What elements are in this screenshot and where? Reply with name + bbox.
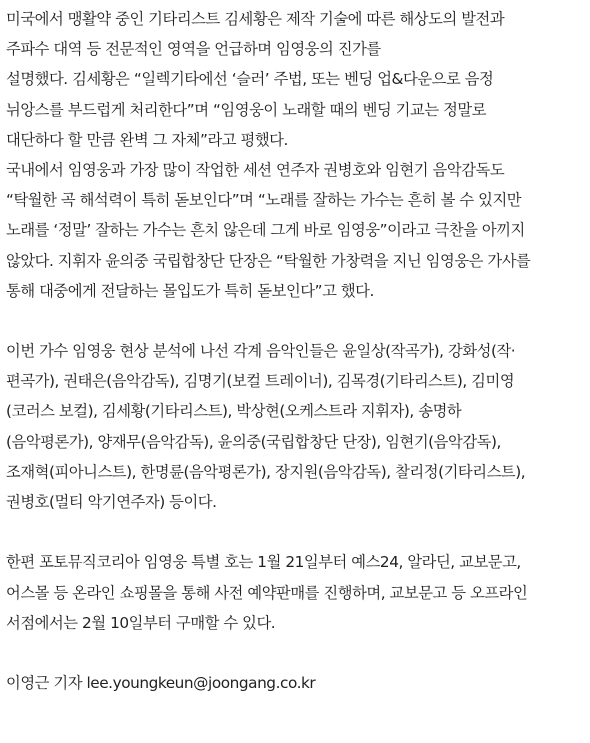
article-body [6,4,586,698]
paragraph-spacer [6,638,586,668]
paragraph-line: 대단하다 할 만큼 완벽 그 자체”라고 평했다. [6,130,288,149]
paragraph-line: 이번 가수 임영웅 현상 분석에 나선 각계 음악인들은 윤일상(작곡가), 강화성(작· [6,342,516,361]
paragraph-line: 국내에서 임영웅과 가장 많이 작업한 세션 연주자 권병호와 임현기 음악감독도 [6,160,505,179]
byline: 이영근 기자 lee.youngkeun@joongang.co.kr [6,674,316,693]
paragraph-line: 어스몰 등 온라인 쇼핑몰을 통해 사전 예약판매를 진행하며, 교보문고 등 오프라인 [6,583,528,602]
paragraph-line: 미국에서 맹활약 중인 기타리스트 김세황은 제작 기술에 따른 해상도의 발전과 [6,10,505,28]
article-paragraph [6,4,586,155]
paragraph-line: 설명했다. 김세황은 “일렉기타에선 ‘슬러’ 주법, 또는 벤딩 업&다운으로 음정 [6,70,494,89]
paragraph-line: 조재혁(피아니스트), 한명륜(음악평론가), 장지원(음악감독), 찰리정(기타리스트), [6,462,526,481]
paragraph-line: 편곡가), 권태은(음악감독), 김명기(보컬 트레이너), 김목경(기타리스트), 김미영 [6,372,515,391]
paragraph-line: 노래를 ‘정말’ 잘하는 가수는 흔치 않은데 그게 바로 임영웅”이라고 극찬을 아끼지 [6,221,525,240]
paragraph-line: 서점에서는 2월 10일부터 구매할 수 있다. [6,613,276,632]
paragraph-line: 주파수 대역 등 전문적인 영역을 언급하며 임영웅의 진가를 [6,40,381,59]
article-paragraph [6,336,586,517]
paragraph-line: (코러스 보컬), 김세황(기타리스트), 박상현(오케스트라 지휘자), 송명하 [6,402,462,421]
paragraph-spacer [6,306,586,336]
paragraph-line: 권병호(멀티 악기연주자) 등이다. [6,493,217,511]
paragraph-line: “탁월한 곡 해석력이 특히 돋보인다”며 “노래를 잘하는 가수는 흔히 볼 수 있지만 [6,191,522,210]
paragraph-line: 통해 대중에게 전달하는 몰입도가 특히 돋보인다”고 했다. [6,281,374,300]
paragraph-line: 한편 포토뮤직코리아 임영웅 특별 호는 1월 21일부터 예스24, 알라딘, 교보문고, [6,553,521,572]
paragraph-line: 않았다. 지휘자 윤의중 국립합창단 단장은 “탁월한 가창력을 지닌 임영웅은 가사를 [6,251,531,270]
paragraph-line: (음악평론가), 양재무(음악감독), 윤의중(국립합창단 단장), 임현기(음악감독), [6,432,501,451]
article-paragraph [6,155,586,306]
paragraph-spacer [6,517,586,547]
article-paragraph [6,547,586,638]
paragraph-line: 뉘앙스를 부드럽게 처리한다”며 “임영웅이 노래할 때의 벤딩 기교는 정말로 [6,100,487,119]
